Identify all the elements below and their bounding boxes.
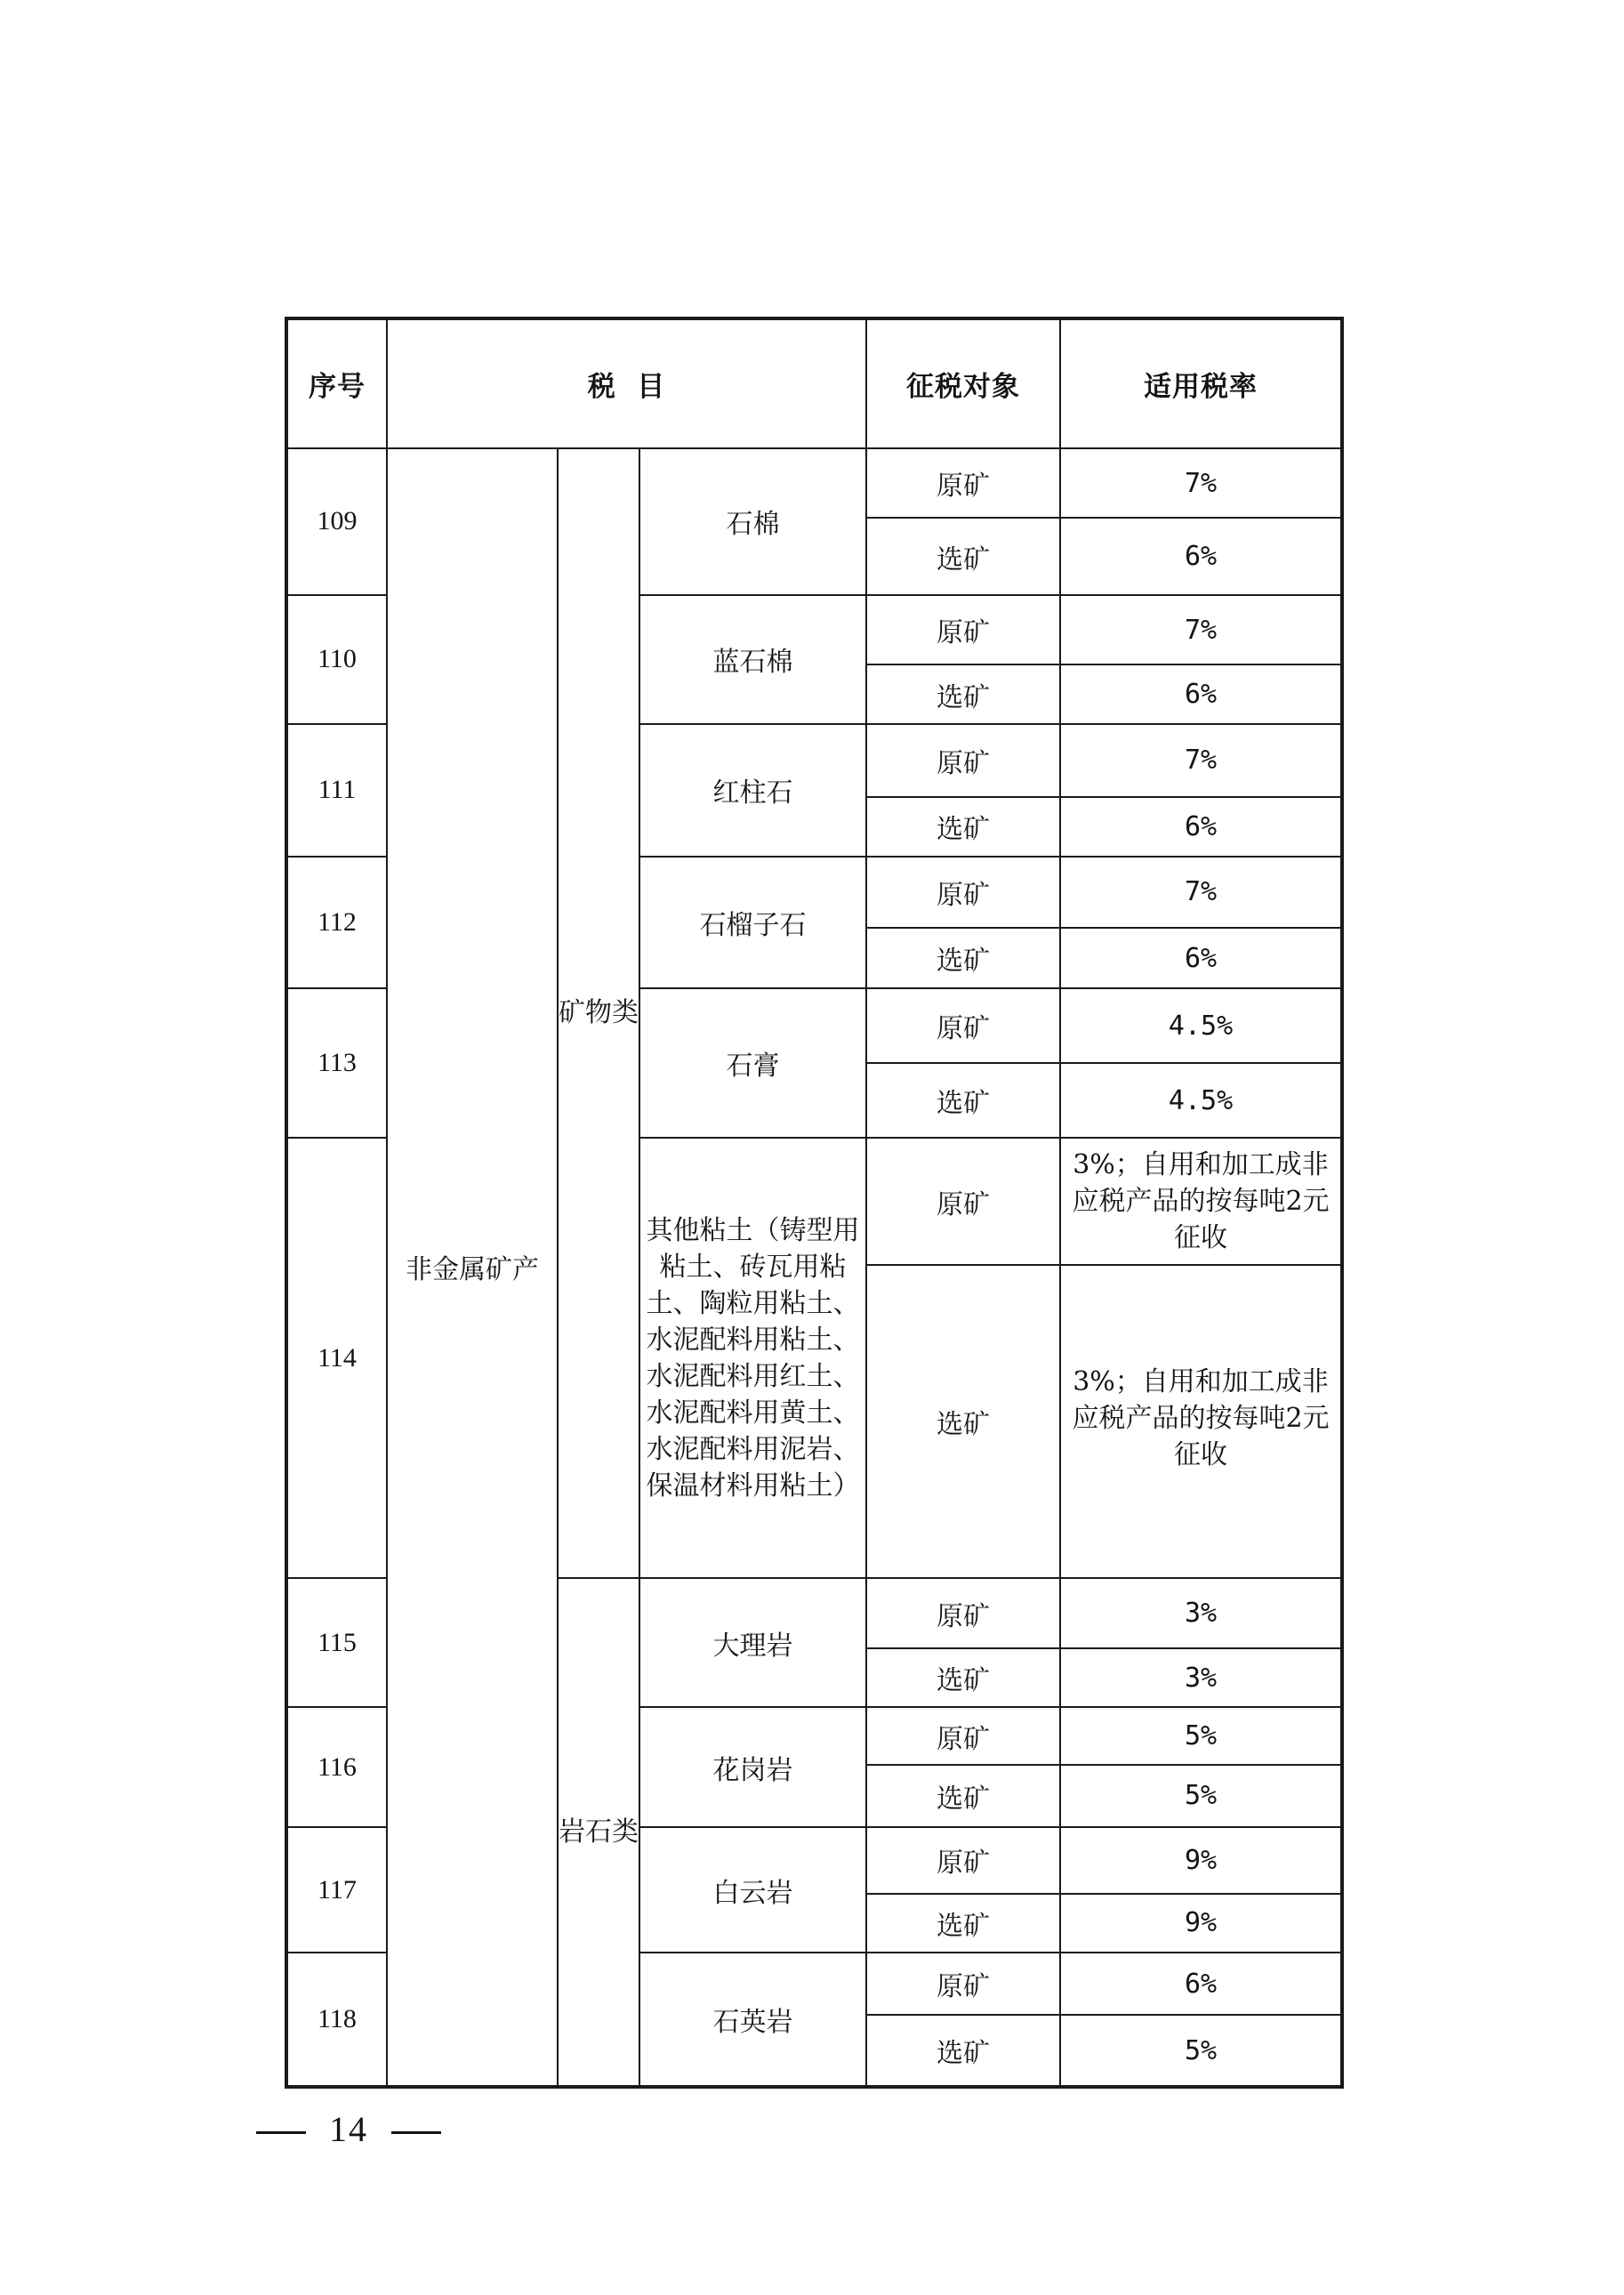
item-name: 花岗岩: [639, 1707, 866, 1827]
tax-object: 原矿: [866, 595, 1060, 664]
tax-object: 选矿: [866, 1265, 1060, 1578]
page-number-text: 14: [329, 2109, 368, 2149]
tax-rate: 6%: [1060, 664, 1342, 723]
row-number: 114: [286, 1138, 387, 1578]
row-number: 113: [286, 988, 387, 1138]
tax-object: 选矿: [866, 1063, 1060, 1139]
tax-object: 原矿: [866, 1138, 1060, 1265]
tax-object: 选矿: [866, 664, 1060, 723]
header-row: [286, 318, 1342, 448]
row-number: 117: [286, 1827, 387, 1953]
resource-tax-table: [285, 317, 1344, 2089]
row-number: 115: [286, 1578, 387, 1707]
tax-rate: 7%: [1060, 448, 1342, 518]
tax-rate: 3%: [1060, 1648, 1342, 1707]
table-row: [286, 448, 1342, 518]
item-name: 大理岩: [639, 1578, 866, 1707]
tax-object: 选矿: [866, 2015, 1060, 2087]
tax-rate: 3%；自用和加工成非应税产品的按每吨2元征收: [1060, 1265, 1342, 1578]
tax-object: 原矿: [866, 1707, 1060, 1764]
tax-rate: 5%: [1060, 1765, 1342, 1827]
header-no: 序号: [286, 318, 387, 448]
tax-object: 原矿: [866, 1578, 1060, 1647]
item-name: 石膏: [639, 988, 866, 1138]
row-number: 111: [286, 724, 387, 857]
item-name: 石棉: [639, 448, 866, 595]
header-object: 征税对象: [866, 318, 1060, 448]
tax-rate: 7%: [1060, 595, 1342, 664]
row-number: 110: [286, 595, 387, 724]
tax-rate: 6%: [1060, 928, 1342, 988]
tax-object: 选矿: [866, 1894, 1060, 1953]
tax-rate: 7%: [1060, 724, 1342, 797]
tax-rate: 9%: [1060, 1894, 1342, 1953]
tax-object: 原矿: [866, 1827, 1060, 1893]
tax-rate: 6%: [1060, 518, 1342, 595]
dash-left: [256, 2131, 306, 2134]
tax-rate: 5%: [1060, 2015, 1342, 2087]
tax-rate: 3%: [1060, 1578, 1342, 1647]
tax-rate: 4.5%: [1060, 988, 1342, 1063]
row-number: 116: [286, 1707, 387, 1827]
page-number: [256, 2108, 441, 2150]
tax-object: 原矿: [866, 448, 1060, 518]
tax-rate: 4.5%: [1060, 1063, 1342, 1139]
tax-object: 选矿: [866, 797, 1060, 856]
item-name: 蓝石棉: [639, 595, 866, 724]
item-name: 石英岩: [639, 1953, 866, 2087]
tax-object: 原矿: [866, 857, 1060, 928]
subcategory-minerals: 矿物类: [558, 448, 639, 1579]
tax-object: 原矿: [866, 724, 1060, 797]
header-item: 税 目: [387, 318, 866, 448]
item-name: 石榴子石: [639, 857, 866, 989]
tax-object: 选矿: [866, 518, 1060, 595]
item-name: 其他粘土（铸型用粘土、砖瓦用粘土、陶粒用粘土、水泥配料用粘土、水泥配料用红土、水泥配料用黄土、水泥配料用泥岩、保温材料用粘土）: [639, 1138, 866, 1578]
tax-object: 选矿: [866, 1765, 1060, 1827]
tax-object: 选矿: [866, 928, 1060, 988]
row-number: 109: [286, 448, 387, 595]
tax-rate: 7%: [1060, 857, 1342, 928]
category-nonmetal-minerals: 非金属矿产: [387, 448, 558, 2087]
item-name: 白云岩: [639, 1827, 866, 1953]
dash-right: [391, 2131, 441, 2134]
subcategory-rocks: 岩石类: [558, 1578, 639, 2087]
tax-object: 选矿: [866, 1648, 1060, 1707]
header-rate: 适用税率: [1060, 318, 1342, 448]
tax-object: 原矿: [866, 1953, 1060, 2015]
tax-object: 原矿: [866, 988, 1060, 1063]
row-number: 112: [286, 857, 387, 989]
tax-rate: 9%: [1060, 1827, 1342, 1893]
tax-rate: 6%: [1060, 797, 1342, 856]
tax-rate: 5%: [1060, 1707, 1342, 1764]
tax-rate: 3%；自用和加工成非应税产品的按每吨2元征收: [1060, 1138, 1342, 1265]
item-name: 红柱石: [639, 724, 866, 857]
row-number: 118: [286, 1953, 387, 2087]
tax-rate: 6%: [1060, 1953, 1342, 2015]
